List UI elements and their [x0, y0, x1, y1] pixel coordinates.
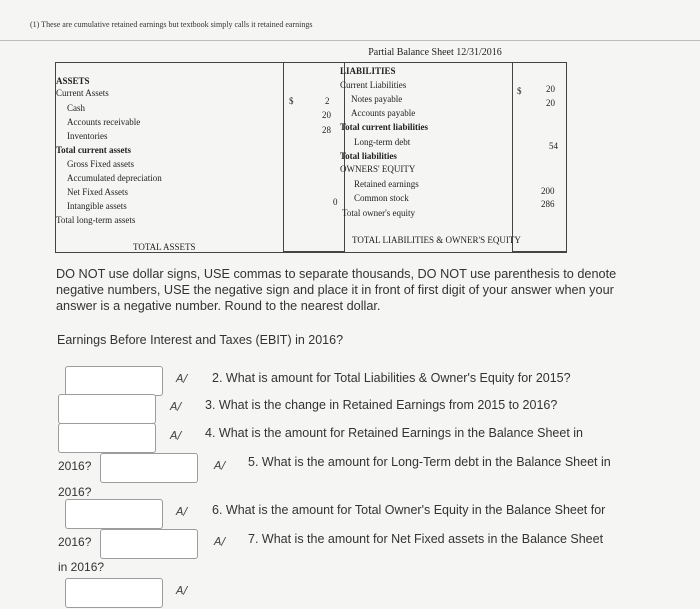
inv-value: 28	[322, 125, 331, 135]
balance-sheet	[55, 47, 635, 252]
total-assets-label: TOTAL ASSETS	[133, 242, 196, 252]
nfa-label: Net Fixed Assets	[67, 187, 129, 197]
sheet-title: Partial Balance Sheet 12/31/2016	[368, 47, 502, 58]
question-3: 3. What is the change in Retained Earnings from 2015 to 2016?	[205, 398, 558, 412]
cs-label: Common stock	[354, 193, 409, 203]
answer-input-q6[interactable]	[100, 529, 198, 559]
sheet-col-assets-values	[283, 62, 345, 252]
ap-label: Accounts payable	[351, 108, 416, 118]
spellcheck-icon[interactable]: A/	[176, 505, 188, 518]
tcl-label: Total current liabilities	[340, 122, 429, 132]
question-5: 5. What is the amount for Long-Term debt in the Balance Sheet in	[248, 455, 611, 469]
re-label: Retained earnings	[354, 179, 419, 189]
total-liab-oe-label: TOTAL LIABILITIES & OWNER'S EQUITY	[352, 235, 521, 245]
question-6: 6. What is the amount for Total Owner's Equity in the Balance Sheet for	[212, 503, 606, 517]
current-liabilities: Current Liabilities	[340, 80, 407, 90]
answer-input-q2[interactable]	[58, 394, 156, 424]
question-4: 4. What is the amount for Retained Earnings in the Balance Sheet in	[205, 426, 584, 440]
spellcheck-icon[interactable]: A/	[176, 372, 188, 385]
toe-value: 286	[541, 199, 555, 209]
year-label-in-2016: in 2016?	[58, 560, 105, 574]
np-value: 20	[546, 84, 555, 94]
ap-value: 20	[546, 98, 555, 108]
spellcheck-icon[interactable]: A/	[170, 400, 182, 413]
ia-value: 0	[333, 197, 338, 207]
footnote: (1) These are cumulative retained earnings but textbook simply calls it retained earnings	[30, 20, 313, 29]
cash-label: Cash	[67, 103, 85, 113]
spellcheck-icon[interactable]: A/	[214, 535, 226, 548]
cs-value: 200	[541, 186, 555, 196]
ad-label: Accumulated depreciation	[67, 173, 162, 183]
answer-input-q7[interactable]	[65, 578, 163, 608]
ltd-label: Long-term debt	[354, 137, 411, 147]
tl-label: Total liabilities	[340, 151, 397, 161]
ebit-question: Earnings Before Interest and Taxes (EBIT) in 2016?	[57, 333, 344, 347]
inventories-label: Inventories	[67, 131, 108, 141]
spellcheck-icon[interactable]: A/	[214, 459, 226, 472]
tlta-label: Total long-term assets	[56, 215, 136, 225]
ar-value: 20	[322, 110, 331, 120]
liabilities-header: LIABILITIES	[340, 66, 396, 76]
divider	[0, 40, 700, 41]
tca-label: Total current assets	[56, 145, 131, 155]
toe-label: Total owner's equity	[342, 208, 415, 218]
instructions: DO NOT use dollar signs, USE commas to separate thousands, DO NOT use parenthesis to denote negative numbers, USE the negative sign and place it in front of first digit of your answer when your answer is a negative number. Round to the nearest dollar.	[56, 267, 617, 313]
tcl-value: 54	[549, 141, 558, 151]
year-label-2016-b: 2016?	[58, 485, 92, 499]
assets-header: ASSETS	[56, 76, 90, 86]
current-assets: Current Assets	[56, 88, 109, 98]
year-label-2016-a: 2016?	[58, 459, 92, 473]
gfa-label: Gross Fixed assets	[67, 159, 134, 169]
oe-label: OWNERS' EQUITY	[340, 164, 416, 174]
answer-input-q4[interactable]	[100, 453, 198, 483]
question-2: 2. What is amount for Total Liabilities & Owner's Equity for 2015?	[212, 371, 571, 385]
year-label-2016-c: 2016?	[58, 535, 92, 549]
answer-input-ebit[interactable]	[65, 366, 163, 396]
answer-input-q5[interactable]	[65, 499, 163, 529]
liab-dollar: $	[517, 86, 522, 96]
np-label: Notes payable	[351, 94, 403, 104]
spellcheck-icon[interactable]: A/	[170, 429, 182, 442]
question-7: 7. What is the amount for Net Fixed assets in the Balance Sheet	[248, 532, 604, 546]
cash-value: 2	[325, 96, 330, 106]
ar-label: Accounts receivable	[67, 117, 141, 127]
ia-label: Intangible assets	[67, 201, 127, 211]
spellcheck-icon[interactable]: A/	[176, 584, 188, 597]
assets-dollar: $	[289, 96, 294, 106]
answer-input-q3[interactable]	[58, 423, 156, 453]
